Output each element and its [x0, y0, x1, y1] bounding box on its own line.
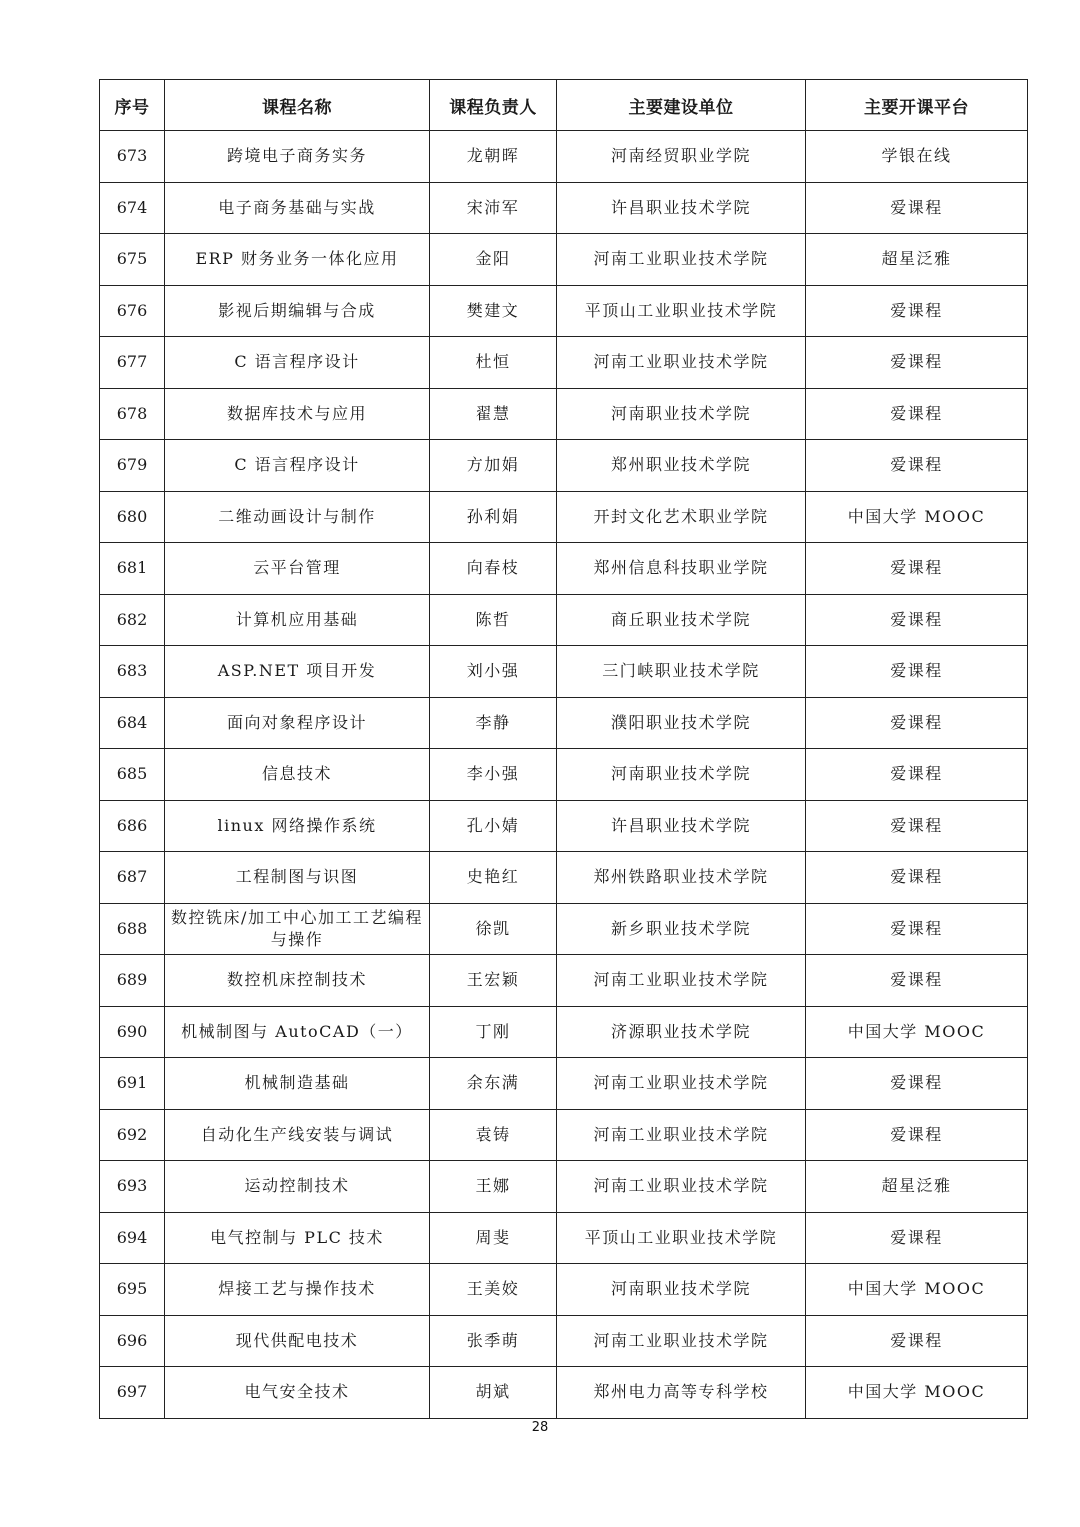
construction-unit-cell: 河南职业技术学院 [557, 388, 806, 440]
course-platform-cell: 爱课程 [806, 543, 1028, 595]
serial-number-cell: 675 [100, 234, 165, 286]
table-body [100, 131, 1028, 1419]
construction-unit-cell: 许昌职业技术学院 [557, 800, 806, 852]
construction-unit-cell: 河南工业职业技术学院 [557, 1315, 806, 1367]
serial-number-cell: 685 [100, 749, 165, 801]
serial-number-cell: 678 [100, 388, 165, 440]
course-leader-cell: 余东满 [430, 1058, 557, 1110]
serial-number-cell: 674 [100, 182, 165, 234]
course-platform-cell: 爱课程 [806, 749, 1028, 801]
serial-number-cell: 690 [100, 1006, 165, 1058]
course-name-cell: 计算机应用基础 [165, 594, 430, 646]
course-platform-cell: 爱课程 [806, 800, 1028, 852]
course-name-cell: C 语言程序设计 [165, 337, 430, 389]
construction-unit-cell: 郑州职业技术学院 [557, 440, 806, 492]
course-leader-cell: 杜恒 [430, 337, 557, 389]
course-platform-cell: 爱课程 [806, 697, 1028, 749]
course-name-cell: 影视后期编辑与合成 [165, 285, 430, 337]
course-table [99, 79, 1028, 1419]
course-platform-cell: 爱课程 [806, 285, 1028, 337]
header-row [100, 80, 1028, 131]
course-name-cell: 信息技术 [165, 749, 430, 801]
course-name-cell: 电气安全技术 [165, 1367, 430, 1419]
course-name-cell: 跨境电子商务实务 [165, 131, 430, 183]
course-platform-cell: 爱课程 [806, 1315, 1028, 1367]
course-leader-cell: 李小强 [430, 749, 557, 801]
serial-number-cell: 673 [100, 131, 165, 183]
table-row [100, 388, 1028, 440]
serial-number-cell: 692 [100, 1109, 165, 1161]
serial-number-cell: 691 [100, 1058, 165, 1110]
serial-number-cell: 696 [100, 1315, 165, 1367]
table-row [100, 1161, 1028, 1213]
course-platform-cell: 中国大学 MOOC [806, 491, 1028, 543]
serial-number-cell: 686 [100, 800, 165, 852]
table-row [100, 1109, 1028, 1161]
course-name-cell: 面向对象程序设计 [165, 697, 430, 749]
course-leader-cell: 刘小强 [430, 646, 557, 698]
table-row [100, 903, 1028, 955]
table-header [100, 80, 1028, 131]
serial-number-cell: 697 [100, 1367, 165, 1419]
course-leader-cell: 史艳红 [430, 852, 557, 904]
construction-unit-cell: 平顶山工业职业技术学院 [557, 285, 806, 337]
construction-unit-cell: 河南经贸职业学院 [557, 131, 806, 183]
course-leader-cell: 袁铸 [430, 1109, 557, 1161]
table-row [100, 1058, 1028, 1110]
table-row [100, 131, 1028, 183]
table-row [100, 697, 1028, 749]
course-name-cell: ASP.NET 项目开发 [165, 646, 430, 698]
course-platform-cell: 爱课程 [806, 1109, 1028, 1161]
column-header-course-name: 课程名称 [165, 80, 430, 131]
serial-number-cell: 681 [100, 543, 165, 595]
serial-number-cell: 683 [100, 646, 165, 698]
construction-unit-cell: 商丘职业技术学院 [557, 594, 806, 646]
table-row [100, 852, 1028, 904]
course-leader-cell: 丁刚 [430, 1006, 557, 1058]
course-platform-cell: 中国大学 MOOC [806, 1264, 1028, 1316]
table-row [100, 440, 1028, 492]
construction-unit-cell: 河南工业职业技术学院 [557, 337, 806, 389]
course-platform-cell: 学银在线 [806, 131, 1028, 183]
construction-unit-cell: 新乡职业技术学院 [557, 903, 806, 955]
course-name-cell: 数控铣床/加工中心加工工艺编程与操作 [165, 903, 430, 955]
construction-unit-cell: 河南职业技术学院 [557, 749, 806, 801]
table-row [100, 1212, 1028, 1264]
course-platform-cell: 爱课程 [806, 337, 1028, 389]
construction-unit-cell: 濮阳职业技术学院 [557, 697, 806, 749]
table-row [100, 1006, 1028, 1058]
column-header-construction-unit: 主要建设单位 [557, 80, 806, 131]
page-number: 28 [531, 1420, 549, 1435]
course-leader-cell: 李静 [430, 697, 557, 749]
course-platform-cell: 爱课程 [806, 646, 1028, 698]
table-row [100, 1315, 1028, 1367]
serial-number-cell: 680 [100, 491, 165, 543]
serial-number-cell: 688 [100, 903, 165, 955]
course-leader-cell: 王宏颖 [430, 955, 557, 1007]
course-platform-cell: 爱课程 [806, 182, 1028, 234]
construction-unit-cell: 三门峡职业技术学院 [557, 646, 806, 698]
course-leader-cell: 王娜 [430, 1161, 557, 1213]
serial-number-cell: 694 [100, 1212, 165, 1264]
serial-number-cell: 693 [100, 1161, 165, 1213]
table-row [100, 800, 1028, 852]
serial-number-cell: 689 [100, 955, 165, 1007]
course-name-cell: 工程制图与识图 [165, 852, 430, 904]
serial-number-cell: 682 [100, 594, 165, 646]
course-name-cell: C 语言程序设计 [165, 440, 430, 492]
column-header-serial-number: 序号 [100, 80, 165, 131]
construction-unit-cell: 河南工业职业技术学院 [557, 1058, 806, 1110]
construction-unit-cell: 郑州铁路职业技术学院 [557, 852, 806, 904]
table-row [100, 1367, 1028, 1419]
course-name-cell: ERP 财务业务一体化应用 [165, 234, 430, 286]
serial-number-cell: 695 [100, 1264, 165, 1316]
table-row [100, 594, 1028, 646]
construction-unit-cell: 河南工业职业技术学院 [557, 1109, 806, 1161]
serial-number-cell: 676 [100, 285, 165, 337]
serial-number-cell: 679 [100, 440, 165, 492]
table-row [100, 1264, 1028, 1316]
course-leader-cell: 宋沛军 [430, 182, 557, 234]
course-name-cell: 焊接工艺与操作技术 [165, 1264, 430, 1316]
course-platform-cell: 爱课程 [806, 903, 1028, 955]
course-platform-cell: 爱课程 [806, 594, 1028, 646]
construction-unit-cell: 郑州电力高等专科学校 [557, 1367, 806, 1419]
construction-unit-cell: 平顶山工业职业技术学院 [557, 1212, 806, 1264]
course-name-cell: 电气控制与 PLC 技术 [165, 1212, 430, 1264]
table-row [100, 182, 1028, 234]
course-platform-cell: 超星泛雅 [806, 1161, 1028, 1213]
course-leader-cell: 樊建文 [430, 285, 557, 337]
construction-unit-cell: 河南工业职业技术学院 [557, 1161, 806, 1213]
table-row [100, 491, 1028, 543]
construction-unit-cell: 河南职业技术学院 [557, 1264, 806, 1316]
course-leader-cell: 胡斌 [430, 1367, 557, 1419]
course-platform-cell: 爱课程 [806, 1212, 1028, 1264]
column-header-course-leader: 课程负责人 [430, 80, 557, 131]
table-row [100, 646, 1028, 698]
course-platform-cell: 爱课程 [806, 440, 1028, 492]
course-name-cell: 机械制图与 AutoCAD（一） [165, 1006, 430, 1058]
course-platform-cell: 超星泛雅 [806, 234, 1028, 286]
course-leader-cell: 徐凯 [430, 903, 557, 955]
course-name-cell: 运动控制技术 [165, 1161, 430, 1213]
course-name-cell: 现代供配电技术 [165, 1315, 430, 1367]
column-header-course-platform: 主要开课平台 [806, 80, 1028, 131]
table-row [100, 543, 1028, 595]
table-row [100, 234, 1028, 286]
construction-unit-cell: 郑州信息科技职业学院 [557, 543, 806, 595]
serial-number-cell: 687 [100, 852, 165, 904]
course-leader-cell: 陈哲 [430, 594, 557, 646]
course-name-cell: 电子商务基础与实战 [165, 182, 430, 234]
table-row [100, 955, 1028, 1007]
course-name-cell: linux 网络操作系统 [165, 800, 430, 852]
course-name-cell: 二维动画设计与制作 [165, 491, 430, 543]
course-leader-cell: 王美姣 [430, 1264, 557, 1316]
course-leader-cell: 周斐 [430, 1212, 557, 1264]
construction-unit-cell: 济源职业技术学院 [557, 1006, 806, 1058]
table-row [100, 337, 1028, 389]
course-leader-cell: 金阳 [430, 234, 557, 286]
course-platform-cell: 爱课程 [806, 1058, 1028, 1110]
construction-unit-cell: 河南工业职业技术学院 [557, 234, 806, 286]
course-leader-cell: 孙利娟 [430, 491, 557, 543]
course-leader-cell: 张季萌 [430, 1315, 557, 1367]
table-row [100, 285, 1028, 337]
course-name-cell: 自动化生产线安装与调试 [165, 1109, 430, 1161]
construction-unit-cell: 许昌职业技术学院 [557, 182, 806, 234]
course-name-cell: 云平台管理 [165, 543, 430, 595]
course-leader-cell: 孔小婧 [430, 800, 557, 852]
course-name-cell: 数控机床控制技术 [165, 955, 430, 1007]
course-platform-cell: 爱课程 [806, 388, 1028, 440]
course-leader-cell: 向春枝 [430, 543, 557, 595]
course-platform-cell: 中国大学 MOOC [806, 1006, 1028, 1058]
construction-unit-cell: 河南工业职业技术学院 [557, 955, 806, 1007]
course-leader-cell: 翟慧 [430, 388, 557, 440]
construction-unit-cell: 开封文化艺术职业学院 [557, 491, 806, 543]
table-row [100, 749, 1028, 801]
course-platform-cell: 爱课程 [806, 852, 1028, 904]
course-name-cell: 机械制造基础 [165, 1058, 430, 1110]
course-platform-cell: 中国大学 MOOC [806, 1367, 1028, 1419]
serial-number-cell: 677 [100, 337, 165, 389]
serial-number-cell: 684 [100, 697, 165, 749]
course-leader-cell: 方加娟 [430, 440, 557, 492]
course-name-cell: 数据库技术与应用 [165, 388, 430, 440]
course-platform-cell: 爱课程 [806, 955, 1028, 1007]
course-leader-cell: 龙朝晖 [430, 131, 557, 183]
